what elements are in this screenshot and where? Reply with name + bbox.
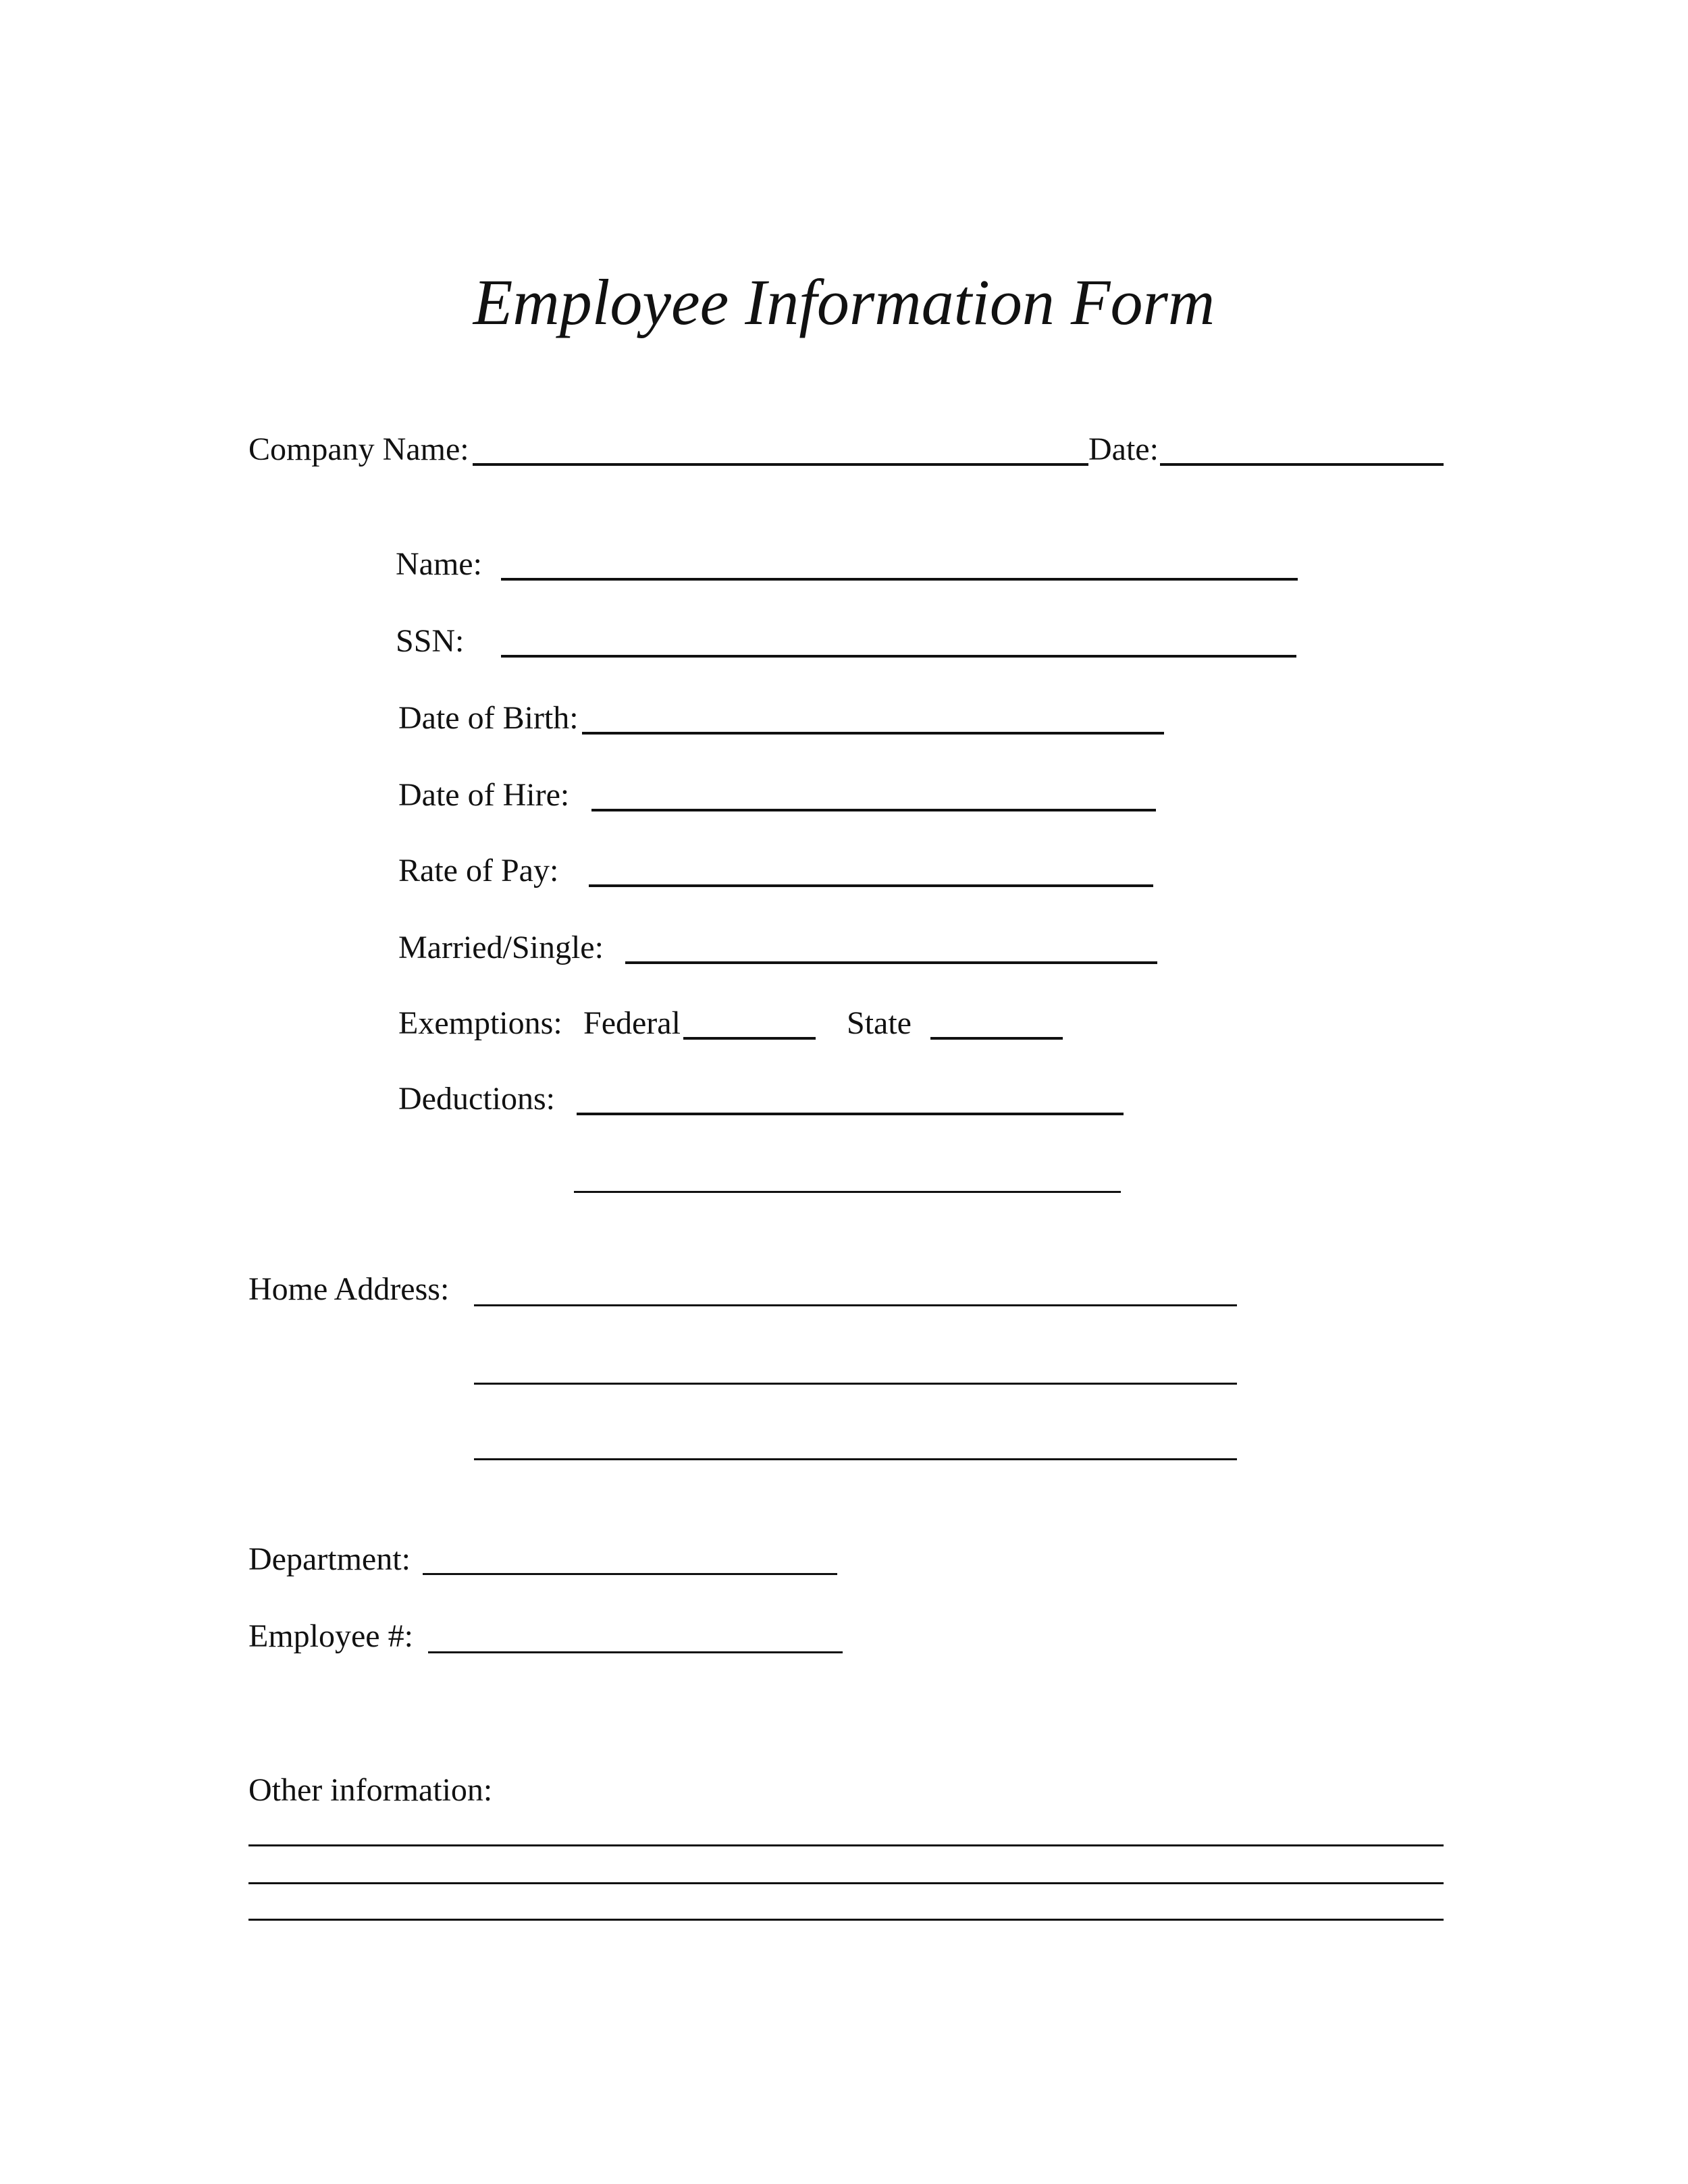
state-label: State — [847, 1005, 912, 1041]
other-information-line-1[interactable] — [248, 1844, 1444, 1846]
name-label: Name: — [396, 546, 482, 582]
deductions-field-1[interactable] — [577, 1113, 1124, 1115]
federal-label: Federal — [583, 1005, 681, 1041]
name-field[interactable] — [501, 578, 1298, 581]
federal-exemptions-field[interactable] — [683, 1037, 816, 1040]
home-address-label: Home Address: — [248, 1271, 450, 1307]
date-of-birth-label: Date of Birth: — [398, 700, 579, 736]
department-field[interactable] — [423, 1573, 837, 1575]
home-address-field-2[interactable] — [474, 1383, 1237, 1385]
other-information-line-3[interactable] — [248, 1919, 1444, 1921]
page-title: Employee Information Form — [473, 266, 1215, 338]
state-exemptions-field[interactable] — [930, 1037, 1063, 1040]
employee-number-label: Employee #: — [248, 1618, 413, 1654]
home-address-field-3[interactable] — [474, 1458, 1237, 1460]
ssn-field[interactable] — [501, 655, 1296, 658]
rate-of-pay-field[interactable] — [589, 884, 1153, 887]
other-information-label: Other information: — [248, 1772, 493, 1808]
exemptions-label: Exemptions: — [398, 1005, 562, 1041]
deductions-field-2[interactable] — [574, 1191, 1121, 1193]
date-of-hire-field[interactable] — [591, 809, 1156, 811]
deductions-label: Deductions: — [398, 1081, 555, 1117]
date-field[interactable] — [1160, 463, 1444, 466]
date-of-hire-label: Date of Hire: — [398, 777, 570, 813]
married-single-label: Married/Single: — [398, 930, 604, 965]
other-information-line-2[interactable] — [248, 1882, 1444, 1884]
department-label: Department: — [248, 1541, 411, 1577]
company-name-field[interactable] — [473, 463, 1088, 466]
employee-number-field[interactable] — [428, 1651, 843, 1653]
company-name-label: Company Name: — [248, 431, 469, 467]
date-of-birth-field[interactable] — [582, 732, 1164, 735]
home-address-field-1[interactable] — [474, 1304, 1237, 1306]
married-single-field[interactable] — [625, 961, 1157, 964]
rate-of-pay-label: Rate of Pay: — [398, 853, 559, 888]
date-label: Date: — [1088, 431, 1159, 467]
ssn-label: SSN: — [396, 623, 465, 659]
